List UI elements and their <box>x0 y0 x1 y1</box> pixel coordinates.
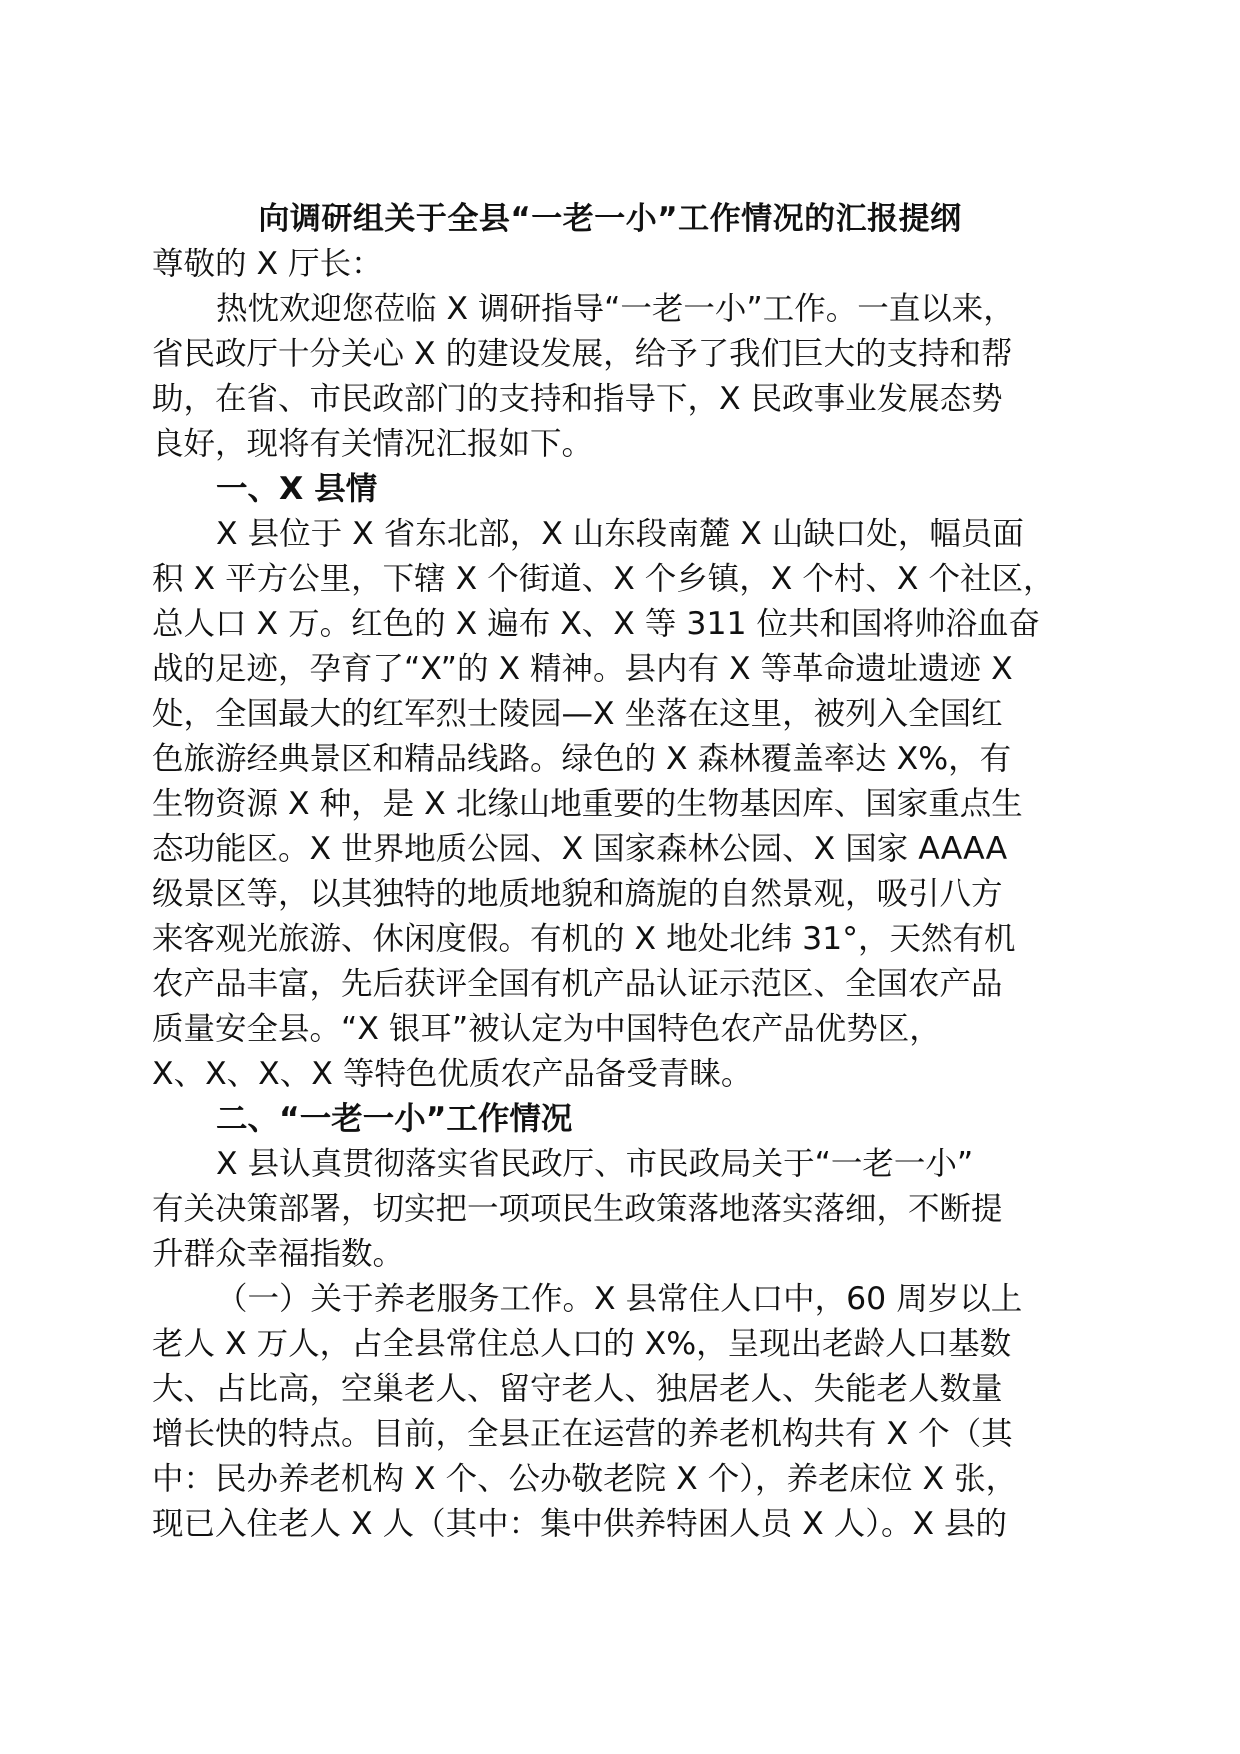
document-body <box>152 242 1092 1547</box>
paragraph-line: 大、占比高，空巢老人、留守老人、独居老人、失能老人数量 <box>152 1371 1003 1407</box>
paragraph-line: 积 X 平方公里，下辖 X 个街道、X 个乡镇，X 个村、X 个社区， <box>152 561 1055 597</box>
paragraph-line: 升群众幸福指数。 <box>152 1236 405 1272</box>
paragraph-line: 来客观光旅游、休闲度假。有机的 X 地处北纬 31°，天然有机 <box>152 921 1016 957</box>
county-paragraph <box>152 512 1092 1097</box>
section-heading-work: 二、“一老一小”工作情况 <box>216 1101 573 1137</box>
paragraph-line: X 县认真贯彻落实省民政厅、市民政局关于“一老一小” <box>216 1146 974 1182</box>
elderly-care-paragraph <box>152 1277 1092 1547</box>
paragraph-line: 色旅游经典景区和精品线路。绿色的 X 森林覆盖率达 X%，有 <box>152 741 1012 777</box>
paragraph-line: 总人口 X 万。红色的 X 遍布 X、X 等 311 位共和国将帅浴血奋 <box>152 606 1041 642</box>
document-title: 向调研组关于全县“一老一小”工作情况的汇报提纲 <box>258 201 962 237</box>
paragraph-line: 态功能区。X 世界地质公园、X 国家森林公园、X 国家 AAAA <box>152 831 1008 867</box>
paragraph-line: （一）关于养老服务工作。X 县常住人口中，60 周岁以上 <box>216 1281 1023 1317</box>
paragraph-line: 有关决策部署，切实把一项项民生政策落地落实落细，不断提 <box>152 1191 1003 1227</box>
section-heading-county: 一、X 县情 <box>216 471 378 507</box>
paragraph-line: X 县位于 X 省东北部，X 山东段南麓 X 山缺口处，幅员面 <box>216 516 1024 552</box>
paragraph-line: 热忱欢迎您莅临 X 调研指导“一老一小”工作。一直以来， <box>216 291 1015 327</box>
paragraph-line: 省民政厅十分关心 X 的建设发展，给予了我们巨大的支持和帮 <box>152 336 1013 372</box>
paragraph-line: 中：民办养老机构 X 个、公办敬老院 X 个），养老床位 X 张， <box>152 1461 1018 1497</box>
paragraph-line: 生物资源 X 种，是 X 北缘山地重要的生物基因库、国家重点生 <box>152 786 1023 822</box>
paragraph-line: 助，在省、市民政部门的支持和指导下，X 民政事业发展态势 <box>152 381 1003 417</box>
paragraph-line: 战的足迹，孕育了“X”的 X 精神。县内有 X 等革命遗址遗迹 X <box>152 651 1013 687</box>
paragraph-line: 良好，现将有关情况汇报如下。 <box>152 426 594 462</box>
paragraph-line: 增长快的特点。目前，全县正在运营的养老机构共有 X 个（其 <box>152 1416 1013 1452</box>
paragraph-line: 质量安全县。“X 银耳”被认定为中国特色农产品优势区， <box>152 1011 941 1047</box>
paragraph-line: 农产品丰富，先后获评全国有机产品认证示范区、全国农产品 <box>152 966 1003 1002</box>
opening-paragraph <box>152 287 1092 467</box>
salutation: 尊敬的 X 厅长： <box>152 246 383 282</box>
paragraph-line: 现已入住老人 X 人（其中：集中供养特困人员 X 人）。X 县的 <box>152 1506 1008 1542</box>
paragraph-line: 老人 X 万人，占全县常住总人口的 X%，呈现出老龄人口基数 <box>152 1326 1012 1362</box>
paragraph-line: 级景区等，以其独特的地质地貌和旖旎的自然景观，吸引八方 <box>152 876 1003 912</box>
paragraph-line: X、X、X、X 等特色优质农产品备受青睐。 <box>152 1056 753 1092</box>
paragraph-line: 处，全国最大的红军烈士陵园—X 坐落在这里，被列入全国红 <box>152 696 1003 732</box>
work-intro-paragraph <box>152 1142 1092 1277</box>
